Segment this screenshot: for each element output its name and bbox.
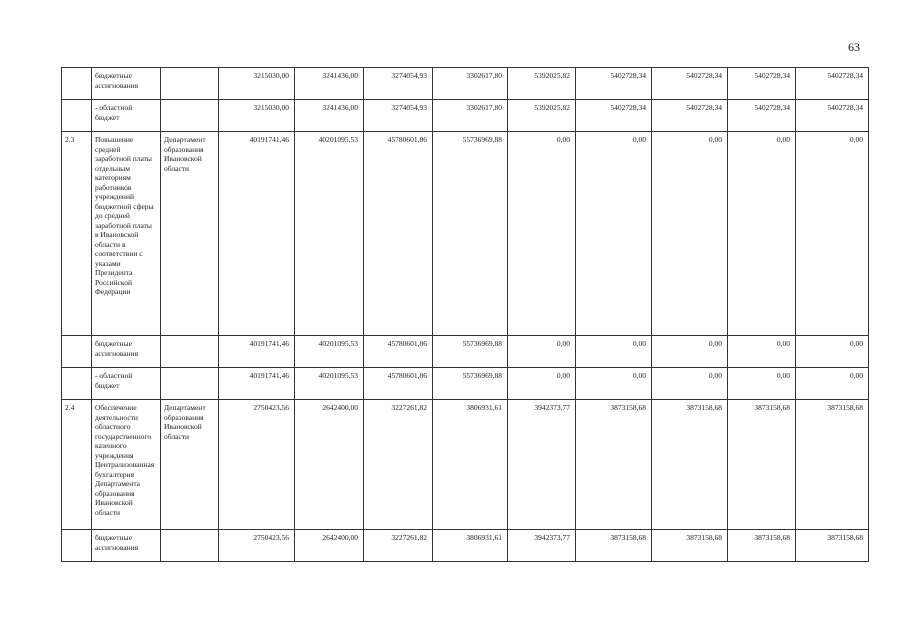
value-cell: 5402728,34 <box>652 100 728 132</box>
value-cell: 0,00 <box>576 336 652 368</box>
value-cell: 3806931,61 <box>433 400 508 530</box>
value-cell: 5402728,34 <box>796 68 869 100</box>
value-cell: 0,00 <box>576 132 652 336</box>
row-number-cell <box>62 100 92 132</box>
row-name-cell: бюджетные ассигнования <box>92 530 161 562</box>
value-cell: 0,00 <box>652 132 728 336</box>
value-cell: 45780601,86 <box>364 336 433 368</box>
value-cell: 0,00 <box>652 368 728 400</box>
value-cell: 3873158,68 <box>576 400 652 530</box>
value-cell: 5402728,34 <box>728 68 796 100</box>
value-cell: 0,00 <box>508 336 576 368</box>
row-executor-cell <box>161 68 219 100</box>
value-cell: 40191741,46 <box>219 132 295 336</box>
row-name-cell: Обеспечение деятельности областного государственного казенного учреждения Централизованная бухгалтерия Департамента образования Ивановской области <box>92 400 161 530</box>
value-cell: 3806931,61 <box>433 530 508 562</box>
value-cell: 0,00 <box>728 132 796 336</box>
value-cell: 40191741,46 <box>219 368 295 400</box>
row-executor-cell: Департамент образования Ивановской области <box>161 132 219 336</box>
value-cell: 2642400,00 <box>295 530 364 562</box>
value-cell: 40201095,53 <box>295 368 364 400</box>
row-name-cell: Повышение средней заработной платы отдельным категориям работников учреждений бюджетной сферы до средней заработной платы в Ивановской области в соответствии с указами Президента Российской Федерации <box>92 132 161 336</box>
row-name-cell: бюджетные ассигнования <box>92 68 161 100</box>
value-cell: 3215030,00 <box>219 68 295 100</box>
row-executor-cell <box>161 336 219 368</box>
row-name-cell: бюджетные ассигнования <box>92 336 161 368</box>
value-cell: 3873158,68 <box>728 530 796 562</box>
value-cell: 3873158,68 <box>796 530 869 562</box>
value-cell: 5402728,34 <box>796 100 869 132</box>
value-cell: 3873158,68 <box>728 400 796 530</box>
value-cell: 3274054,93 <box>364 68 433 100</box>
value-cell: 5402728,34 <box>652 68 728 100</box>
row-number-cell <box>62 68 92 100</box>
row-number-cell <box>62 530 92 562</box>
value-cell: 2750423,56 <box>219 400 295 530</box>
value-cell: 5402728,34 <box>728 100 796 132</box>
value-cell: 0,00 <box>508 132 576 336</box>
value-cell: 5392025,82 <box>508 100 576 132</box>
page-number: 63 <box>848 40 860 54</box>
value-cell: 3942373,77 <box>508 530 576 562</box>
row-number-cell <box>62 368 92 400</box>
value-cell: 3302617,80 <box>433 100 508 132</box>
value-cell: 2750423,56 <box>219 530 295 562</box>
value-cell: 3942373,77 <box>508 400 576 530</box>
row-executor-cell <box>161 100 219 132</box>
row-name-cell: - областной бюджет <box>92 368 161 400</box>
value-cell: 45780601,86 <box>364 132 433 336</box>
value-cell: 45780601,86 <box>364 368 433 400</box>
value-cell: 40201095,53 <box>295 132 364 336</box>
value-cell: 55736969,88 <box>433 336 508 368</box>
value-cell: 40201095,53 <box>295 336 364 368</box>
value-cell: 5402728,34 <box>576 68 652 100</box>
value-cell: 3302617,80 <box>433 68 508 100</box>
value-cell: 2642400,00 <box>295 400 364 530</box>
table-row <box>62 368 869 400</box>
row-executor-cell <box>161 368 219 400</box>
table-row <box>62 400 869 530</box>
value-cell: 3215030,00 <box>219 100 295 132</box>
value-cell: 3227261,82 <box>364 530 433 562</box>
value-cell: 5402728,34 <box>576 100 652 132</box>
row-number-cell: 2.3 <box>62 132 92 336</box>
value-cell: 55736969,88 <box>433 368 508 400</box>
value-cell: 3241436,00 <box>295 68 364 100</box>
budget-table <box>61 67 869 562</box>
value-cell: 0,00 <box>652 336 728 368</box>
row-number-cell: 2.4 <box>62 400 92 530</box>
row-executor-cell: Департамент образования Ивановской области <box>161 400 219 530</box>
value-cell: 3873158,68 <box>652 400 728 530</box>
value-cell: 3227261,82 <box>364 400 433 530</box>
value-cell: 0,00 <box>796 132 869 336</box>
row-name-cell: - областной бюджет <box>92 100 161 132</box>
value-cell: 5392025,82 <box>508 68 576 100</box>
table-row <box>62 530 869 562</box>
value-cell: 0,00 <box>796 368 869 400</box>
value-cell: 40191741,46 <box>219 336 295 368</box>
value-cell: 3274054,93 <box>364 100 433 132</box>
value-cell: 3873158,68 <box>652 530 728 562</box>
table-row <box>62 100 869 132</box>
value-cell: 3873158,68 <box>796 400 869 530</box>
table-row <box>62 132 869 336</box>
row-executor-cell <box>161 530 219 562</box>
value-cell: 3873158,68 <box>576 530 652 562</box>
value-cell: 0,00 <box>796 336 869 368</box>
value-cell: 0,00 <box>576 368 652 400</box>
value-cell: 0,00 <box>728 368 796 400</box>
value-cell: 0,00 <box>728 336 796 368</box>
row-number-cell <box>62 336 92 368</box>
value-cell: 55736969,88 <box>433 132 508 336</box>
value-cell: 0,00 <box>508 368 576 400</box>
value-cell: 3241436,00 <box>295 100 364 132</box>
table-row <box>62 68 869 100</box>
table-row <box>62 336 869 368</box>
